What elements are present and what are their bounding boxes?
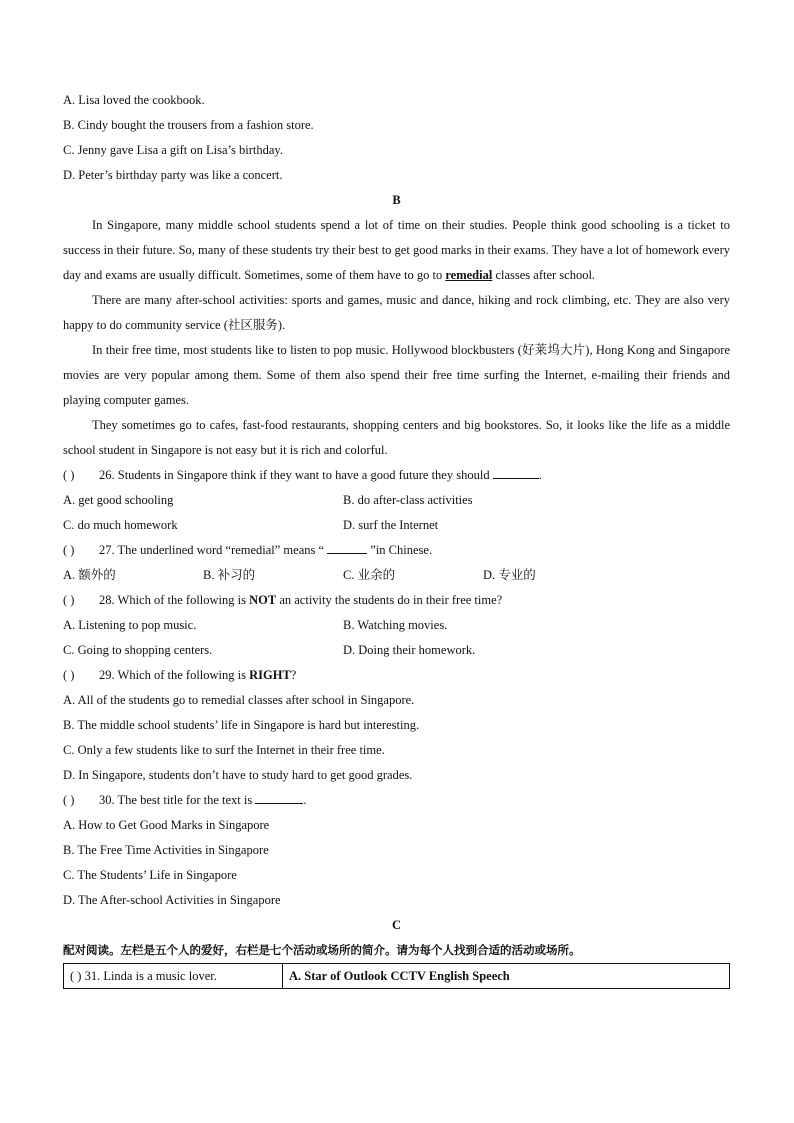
q27-option-c: C. 业余的 bbox=[343, 568, 396, 582]
q30-end: . bbox=[303, 793, 307, 807]
answer-paren-29[interactable]: ( ) bbox=[63, 668, 75, 682]
worksheet-page bbox=[63, 88, 730, 989]
q26-option-a: A. get good schooling bbox=[63, 493, 174, 507]
q28-bold-word: NOT bbox=[249, 593, 277, 607]
q29-stem-b: ? bbox=[290, 668, 297, 682]
prev-option-b: B. Cindy bought the trousers from a fashion store. bbox=[63, 118, 314, 132]
q26-option-c: C. do much homework bbox=[63, 518, 178, 532]
q29-bold-word: RIGHT bbox=[249, 668, 291, 682]
q28-option-a: A. Listening to pop music. bbox=[63, 618, 197, 632]
answer-paren-30[interactable]: ( ) bbox=[63, 793, 75, 807]
q27-options-row bbox=[63, 563, 730, 588]
q26-option-b: B. do after-class activities bbox=[343, 493, 473, 507]
q27-stem-b: ”in Chinese. bbox=[367, 543, 433, 557]
answer-blank-27[interactable] bbox=[327, 539, 367, 554]
q26-stem: 26. Students in Singapore think if they want to have a good future they should bbox=[99, 468, 493, 482]
matching-table bbox=[63, 963, 730, 989]
q30-option-a: A. How to Get Good Marks in Singapore bbox=[63, 818, 270, 832]
q29-option-c: C. Only a few students like to surf the Internet in their free time. bbox=[63, 743, 385, 757]
q29-option-d: D. In Singapore, students don’t have to study hard to get good grades. bbox=[63, 768, 413, 782]
question-26 bbox=[63, 463, 730, 488]
q28-stem-b: an activity the students do in their free time? bbox=[276, 593, 503, 607]
q30-option-d: D. The After-school Activities in Singapore bbox=[63, 893, 281, 907]
q26-option-d: D. surf the Internet bbox=[343, 518, 439, 532]
q28-options-row-1 bbox=[63, 613, 730, 638]
answer-blank-30[interactable] bbox=[255, 789, 303, 804]
matching-right-cell: A. Star of Outlook CCTV English Speech bbox=[283, 964, 730, 989]
q28-option-b: B. Watching movies. bbox=[343, 618, 448, 632]
q26-end: . bbox=[538, 468, 542, 482]
passage-paragraph-4: They sometimes go to cafes, fast-food restaurants, shopping centers and big bookstores. So, it looks like the life as a middle school student in Singapore is not easy but it is rich and colorful. bbox=[63, 418, 730, 457]
q26-options-row-1 bbox=[63, 488, 730, 513]
section-b-heading: B bbox=[392, 193, 401, 207]
q29-option-a: A. All of the students go to remedial classes after school in Singapore. bbox=[63, 693, 415, 707]
passage-paragraph-1 bbox=[63, 213, 730, 288]
q27-stem-a: 27. The underlined word “remedial” means “ bbox=[99, 543, 328, 557]
q28-options-row-2 bbox=[63, 638, 730, 663]
q28-option-c: C. Going to shopping centers. bbox=[63, 643, 213, 657]
prev-option-a: A. Lisa loved the cookbook. bbox=[63, 93, 205, 107]
matching-left-cell[interactable]: ( ) 31. Linda is a music lover. bbox=[64, 964, 283, 989]
q27-option-a: A. 额外的 bbox=[63, 568, 116, 582]
q28-option-d: D. Doing their homework. bbox=[343, 643, 476, 657]
q26-options-row-2 bbox=[63, 513, 730, 538]
q27-option-d: D. 专业的 bbox=[483, 568, 536, 582]
q30-stem: 30. The best title for the text is bbox=[99, 793, 256, 807]
answer-paren-26[interactable]: ( ) bbox=[63, 468, 75, 482]
q30-option-b: B. The Free Time Activities in Singapore bbox=[63, 843, 269, 857]
q29-option-b: B. The middle school students’ life in Singapore is hard but interesting. bbox=[63, 718, 420, 732]
p1-text-b: classes after school. bbox=[492, 268, 596, 282]
answer-paren-27[interactable]: ( ) bbox=[63, 543, 75, 557]
question-27 bbox=[63, 538, 730, 563]
answer-paren-28[interactable]: ( ) bbox=[63, 593, 75, 607]
passage-paragraph-3: In their free time, most students like to listen to pop music. Hollywood blockbusters (好莱坞大片), Hong Kong and Singapore movies are very popular among them. Some of them also spend their free time surfing the Internet, e-mailing their friends and playing computer games. bbox=[63, 343, 730, 407]
question-28 bbox=[63, 588, 730, 613]
prev-option-d: D. Peter’s birthday party was like a concert. bbox=[63, 168, 283, 182]
p1-text-a: In Singapore, many middle school students spend a lot of time on their studies. People think good schooling is a ticket to success in their future. So, many of these students try their best to get good marks in their exams. They have a lot of homework every day and exams are usually difficult. Sometimes, some of them have to go to bbox=[63, 218, 730, 282]
q28-stem-a: 28. Which of the following is bbox=[99, 593, 250, 607]
question-29 bbox=[63, 663, 730, 688]
question-30 bbox=[63, 788, 730, 813]
section-c-heading: C bbox=[391, 918, 402, 932]
section-c-instruction: 配对阅读。左栏是五个人的爱好，右栏是七个活动或场所的简介。请为每个人找到合适的活动或场所。 bbox=[63, 943, 581, 957]
answer-blank-26[interactable] bbox=[493, 464, 539, 479]
q27-option-b: B. 补习的 bbox=[203, 568, 256, 582]
q30-option-c: C. The Students’ Life in Singapore bbox=[63, 868, 237, 882]
passage-paragraph-2: There are many after-school activities: sports and games, music and dance, hiking and rock climbing, etc. They are also very happy to do community service (社区服务). bbox=[63, 293, 730, 332]
table-row bbox=[64, 964, 730, 989]
underlined-word-remedial: remedial bbox=[445, 268, 493, 282]
q29-stem-a: 29. Which of the following is bbox=[99, 668, 250, 682]
prev-option-c: C. Jenny gave Lisa a gift on Lisa’s birthday. bbox=[63, 143, 283, 157]
